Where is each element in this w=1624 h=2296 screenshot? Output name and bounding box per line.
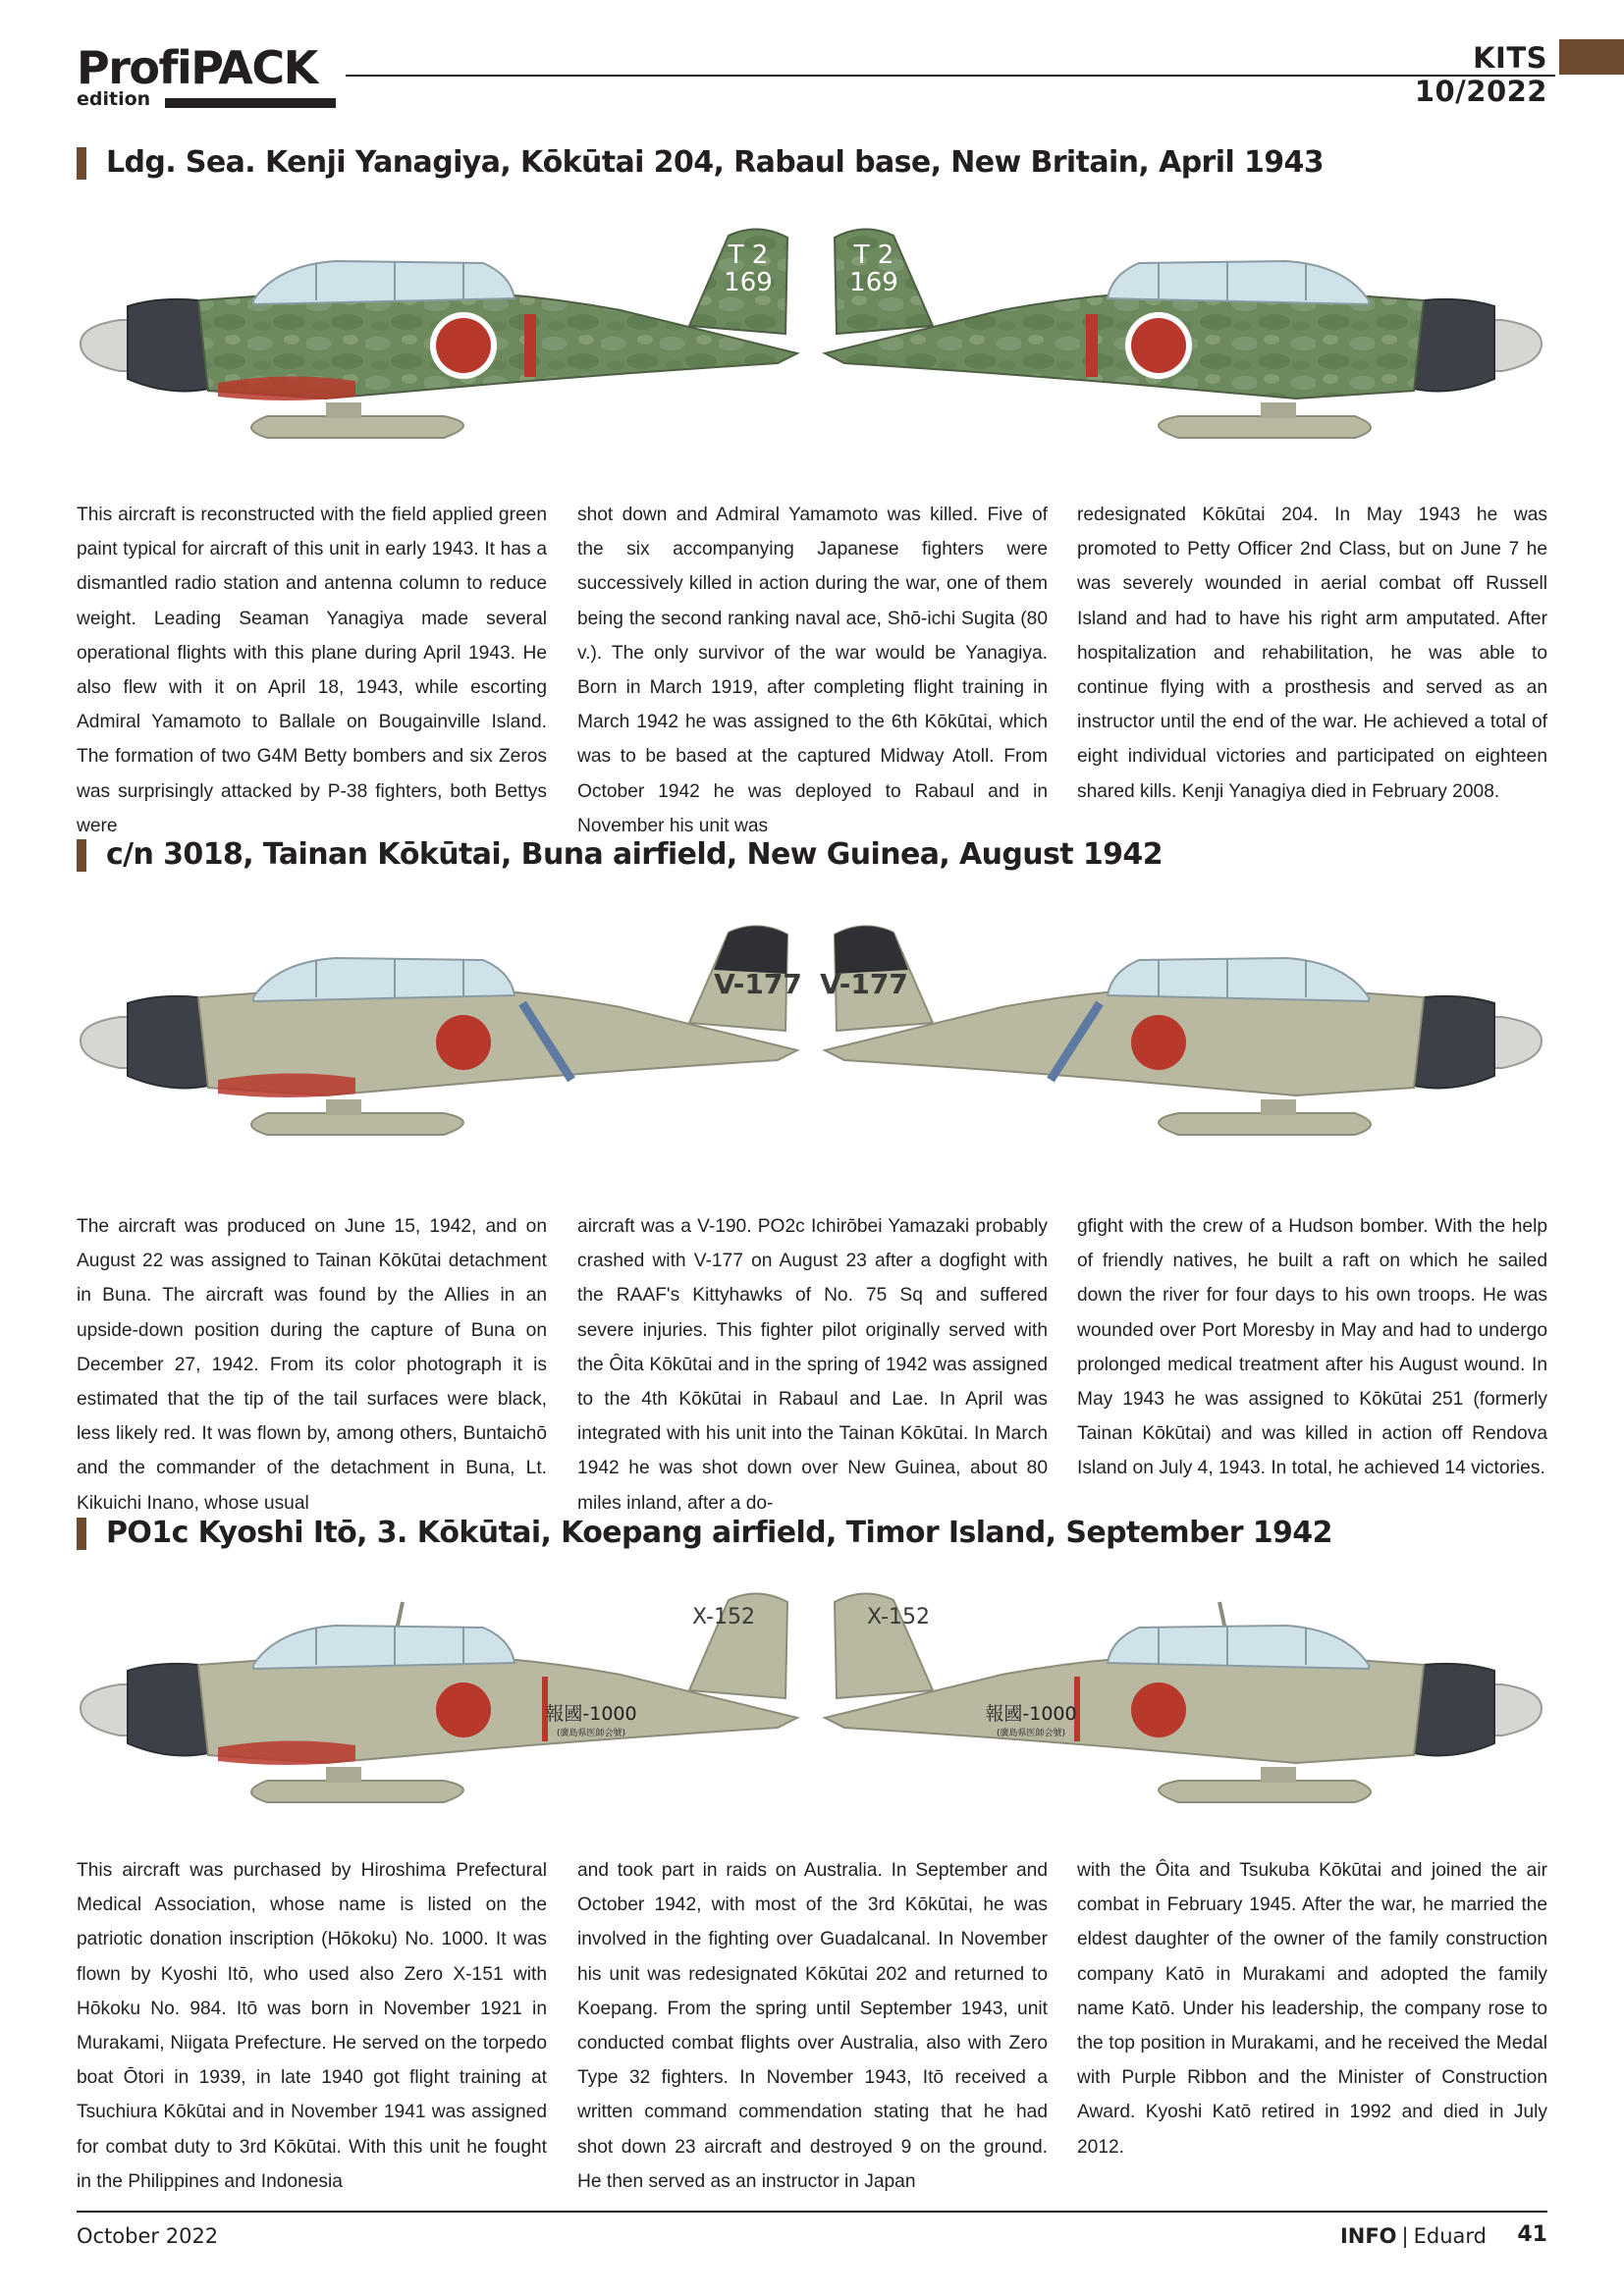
footer-rule — [77, 2211, 1547, 2213]
tail-code: X-152 — [867, 1605, 930, 1629]
section-text-column-1: The aircraft was produced on June 15, 1942, and on August 22 was assigned to Tainan Kōkūtai detachment in Buna. The aircraft was found by the Allies in an upside-down position during the capture of Buna on December 27, 1942. From its color photograph it is estimated that the tip of the tail surfaces were black, less likely red. It was flown by, among others, Buntaichō and the commander of the detachment in Buna, Lt. Kikuichi Inano, whose usual — [77, 1216, 547, 1514]
issue-accent-block — [1559, 39, 1624, 75]
hokoku-subtext: (廣島県医師会號) — [556, 1729, 626, 1738]
hokoku-inscription: 報國-1000 — [545, 1703, 637, 1725]
hinomaru — [436, 1682, 491, 1737]
tail-code-line1: T 2 — [853, 240, 894, 270]
section-text-column-2: and took part in raids on Australia. In September and October 1942, with most of the 3rd Kōkūtai, he was involved in the fighting over Guadalcanal. In November his unit was redesignated Kōkūtai 202 and returned to Koepang. From the spring until September 1943, unit conducted combat flights over Australia, also with Zero Type 32 fighters. In November 1943, Itō received a written command commendation stating that he had shot down 23 aircraft and destroyed 9 on the ground. He then served as an instructor in Japan — [577, 1860, 1048, 2192]
footer-date: October 2022 — [77, 2224, 219, 2248]
section-text-column-3: gfight with the crew of a Hudson bomber. With the help of friendly natives, he built a raft on which he sailed down the river for four days to his own troops. He was wounded over Port Moresby in May and had to undergo prolonged medical treatment after his August wound. In May 1943 he was assigned to Kōkūtai 251 (formerly Tainan Kōkūtai) and was killed in action off Rendova Island on July 4, 1943. In total, he achieved 14 victories. — [1077, 1216, 1547, 1479]
page-number: 41 — [1517, 2222, 1547, 2247]
tail-code-line1: T 2 — [728, 240, 769, 270]
issue-label: KITS 10/2022 — [1414, 41, 1547, 108]
section-text-column-3: with the Ôita and Tsukuba Kōkūtai and joined the air combat in February 1945. After the war, he married the eldest daughter of the owner of the family construction company Katō in Murakami and adopted the family name Katō. Under his leadership, the company rose to the top position in Murakami, and he received the Medal with Purple Ribbon and the Minister of Construction Award. Kyoshi Katō retired in 1992 and died in July 2012. — [1077, 1860, 1547, 2158]
tail-code: V-177 — [820, 968, 908, 1000]
tail-code-line2: 169 — [724, 268, 773, 297]
section-text-column-3: redesignated Kōkūtai 204. In May 1943 he was promoted to Petty Officer 2nd Class, but on June 7 he was severely wounded in aerial combat off Russell Island and had to have his right arm amputated. After hospitalization and rehabilitation, he was able to continue flying with a prosthesis and served as an instructor until the end of the war. He achieved a total of eight individual victories and participated on eighteen shared kills. Kenji Yanagiya died in February 2008. — [1077, 505, 1547, 802]
hinomaru — [436, 318, 491, 373]
section-text-column-2: shot down and Admiral Yamamoto was killed. Five of the six accompanying Japanese fighters were successively killed in action during the war, one of them being the second ranking naval ace, Shō-ichi Sugita (80 v.). The only survivor of the war would be Yanagiya. Born in March 1919, after completing flight training in March 1942 he was assigned to the 6th Kōkūtai, which was to be based at the captured Midway Atoll. From October 1942 he was deployed to Rabaul and in November his unit was — [577, 505, 1048, 836]
footer-info-label: INFO — [1339, 2224, 1397, 2248]
section-text-column-1: This aircraft was purchased by Hiroshima Prefectural Medical Association, whose name is listed on the patriotic donation inscription (Hōkoku) No. 1000. It was flown by Kyoshi Itō, who used also Zero X-151 with Hōkoku No. 984. Itō was born in November 1921 in Murakami, Niigata Prefecture. He served on the torpedo boat Ōtori in 1939, in late 1940 got flight training at Tsuchiura Kōkūtai and in November 1941 was assigned for combat duty to 3rd Kōkūtai. With this unit he fought in the Philippines and Indonesia — [77, 1860, 547, 2192]
aircraft-profile-right — [805, 913, 1551, 1158]
footer-brand: INFO | Eduard — [1339, 2224, 1487, 2248]
hinomaru — [436, 1015, 491, 1070]
section-marker — [77, 839, 86, 872]
aircraft-profile-left — [71, 1580, 817, 1826]
section-marker — [77, 1518, 86, 1550]
tail-code-line2: 169 — [849, 268, 898, 297]
logo-profipack: ProfiPACK — [77, 41, 317, 94]
aircraft-profile-right — [805, 216, 1551, 461]
logo-edition: edition — [77, 88, 151, 110]
section-title: c/n 3018, Tainan Kōkūtai, Buna airfield, New Guinea, August 1942 — [106, 837, 1163, 872]
aircraft-profile-left — [71, 913, 817, 1158]
aircraft-profile-left — [71, 216, 817, 461]
tail-code: V-177 — [714, 968, 802, 1000]
section-text-column-1: This aircraft is reconstructed with the field applied green paint typical for aircraft of this unit in early 1943. It has a dismantled radio station and antenna column to reduce weight. Leading Seaman Yanagiya made several operational flights with this plane during April 1943. He also flew with it on April 18, 1943, while escorting Admiral Yamamoto to Ballale on Bougainville Island. The formation of two G4M Betty bombers and six Zeros was surprisingly attacked by P-38 fighters, both Bettys were — [77, 505, 547, 836]
section-title: Ldg. Sea. Kenji Yanagiya, Kōkūtai 204, Rabaul base, New Britain, April 1943 — [106, 145, 1325, 180]
hokoku-inscription: 報國-1000 — [985, 1703, 1077, 1725]
aircraft-profile-right — [805, 1580, 1551, 1826]
section-title: PO1c Kyoshi Itō, 3. Kōkūtai, Koepang airfield, Timor Island, September 1942 — [106, 1516, 1332, 1550]
footer-brand-name: Eduard — [1413, 2224, 1487, 2248]
header-rule — [346, 75, 1555, 77]
section-text-column-2: aircraft was a V-190. PO2c Ichirōbei Yamazaki probably crashed with V-177 on August 23 after a dogfight with the RAAF's Kittyhawks of No. 75 Sq and suffered severe injuries. This fighter pilot originally served with the Ôita Kōkūtai and in the spring of 1942 was assigned to the 4th Kōkūtai in Rabaul and Lae. In April was integrated with his unit into the Tainan Kōkūtai. In March 1942 he was shot down over New Guinea, about 80 miles inland, after a do- — [577, 1216, 1048, 1514]
tail-code: X-152 — [692, 1605, 755, 1629]
hokoku-subtext: (廣島県医師会號) — [996, 1729, 1066, 1738]
section-marker — [77, 147, 86, 180]
logo-underline — [165, 98, 336, 108]
